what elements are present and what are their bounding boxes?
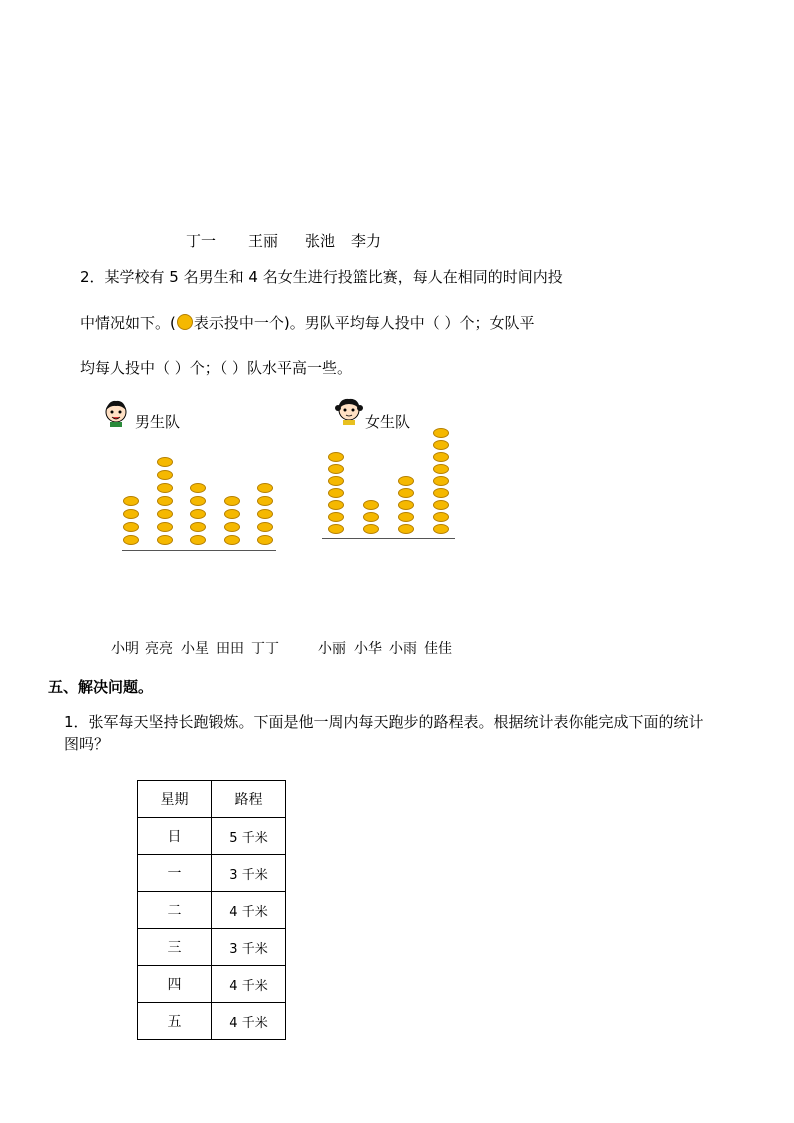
ball-mark — [157, 496, 173, 506]
section-title: 五、解决问题。 — [48, 678, 154, 696]
table-cell-day: 日 — [138, 818, 212, 855]
ball-mark — [257, 535, 273, 545]
ball-mark — [224, 522, 240, 532]
table-row — [138, 892, 286, 929]
ball-mark — [257, 483, 273, 493]
table-cell-day: 四 — [138, 966, 212, 1003]
boy-icon — [101, 398, 131, 428]
ball-mark — [433, 500, 449, 510]
ball-mark — [363, 524, 379, 534]
ball-mark — [363, 512, 379, 522]
table-header-row — [138, 781, 286, 818]
ball-mark — [190, 522, 206, 532]
ball-mark — [433, 524, 449, 534]
ball-mark — [433, 440, 449, 450]
girls-team-label: 女生队 — [365, 413, 411, 431]
ball-mark — [123, 535, 139, 545]
boys-team-label: 男生队 — [135, 413, 181, 431]
ball-mark — [224, 496, 240, 506]
q2-line2 — [80, 313, 534, 333]
table-row — [138, 1003, 286, 1040]
ball-mark — [123, 496, 139, 506]
ball-mark — [328, 500, 344, 510]
boy-name: 小明 — [111, 641, 139, 657]
ball-mark — [328, 488, 344, 498]
ball-mark — [328, 476, 344, 486]
ball-mark — [433, 452, 449, 462]
ball-mark — [224, 509, 240, 519]
ball-mark — [363, 500, 379, 510]
table-cell-distance: 3 千米 — [212, 929, 286, 966]
table-row — [138, 929, 286, 966]
ball-mark — [257, 496, 273, 506]
q1-line1: 1．张军每天坚持长跑锻炼。下面是他一周内每天跑步的路程表。根据统计表你能完成下面的统计 — [64, 713, 704, 731]
girl-name: 小丽 — [318, 641, 346, 657]
table-header: 星期 — [138, 781, 212, 818]
q1-line2: 图吗？ — [64, 735, 110, 753]
ball-mark — [328, 464, 344, 474]
ball-mark — [157, 470, 173, 480]
top-name: 王丽 — [248, 232, 279, 250]
ball-mark — [157, 509, 173, 519]
boy-name: 小星 — [181, 641, 209, 657]
table-cell-day: 二 — [138, 892, 212, 929]
table-cell-distance: 4 千米 — [212, 892, 286, 929]
table-row — [138, 855, 286, 892]
ball-legend-icon — [177, 314, 193, 330]
ball-mark — [123, 522, 139, 532]
ball-mark — [328, 452, 344, 462]
top-name: 张池 — [305, 232, 336, 250]
ball-mark — [257, 509, 273, 519]
ball-mark — [190, 496, 206, 506]
ball-mark — [157, 457, 173, 467]
girls-baseline — [322, 538, 455, 539]
ball-mark — [190, 509, 206, 519]
q2-line2-end: 表示投中一个)。男队平均每人投中（ ）个；女队平 — [193, 314, 535, 332]
table-row — [138, 966, 286, 1003]
boys-baseline — [122, 550, 276, 551]
ball-mark — [190, 483, 206, 493]
ball-mark — [328, 524, 344, 534]
q2-line2-start: 中情况如下。( — [80, 314, 176, 332]
ball-mark — [433, 488, 449, 498]
q2-line1: 2．某学校有 5 名男生和 4 名女生进行投篮比赛，每人在相同的时间内投 — [80, 268, 563, 286]
ball-mark — [398, 488, 414, 498]
table-cell-distance: 5 千米 — [212, 818, 286, 855]
ball-mark — [190, 535, 206, 545]
ball-mark — [157, 483, 173, 493]
table-cell-day: 一 — [138, 855, 212, 892]
table-cell-distance: 4 千米 — [212, 966, 286, 1003]
table-row — [138, 818, 286, 855]
table-header: 路程 — [212, 781, 286, 818]
top-name: 丁一 — [186, 232, 217, 250]
ball-mark — [433, 476, 449, 486]
ball-mark — [123, 509, 139, 519]
ball-mark — [398, 512, 414, 522]
ball-mark — [433, 428, 449, 438]
ball-mark — [224, 535, 240, 545]
ball-mark — [257, 522, 273, 532]
ball-mark — [433, 464, 449, 474]
table-cell-day: 三 — [138, 929, 212, 966]
distance-table — [137, 780, 286, 1040]
ball-mark — [398, 476, 414, 486]
girl-icon — [334, 396, 364, 426]
top-name: 李力 — [351, 232, 382, 250]
girl-name: 佳佳 — [424, 641, 452, 657]
ball-mark — [328, 512, 344, 522]
ball-mark — [433, 512, 449, 522]
girl-name: 小雨 — [389, 641, 417, 657]
boy-name: 田田 — [216, 641, 244, 657]
girl-name: 小华 — [354, 641, 382, 657]
boy-name: 亮亮 — [145, 641, 173, 657]
ball-mark — [157, 522, 173, 532]
ball-mark — [398, 500, 414, 510]
table-cell-day: 五 — [138, 1003, 212, 1040]
table-cell-distance: 4 千米 — [212, 1003, 286, 1040]
table-cell-distance: 3 千米 — [212, 855, 286, 892]
ball-mark — [157, 535, 173, 545]
boy-name: 丁丁 — [251, 641, 279, 657]
ball-mark — [398, 524, 414, 534]
q2-line3: 均每人投中（ ）个；（ ）队水平高一些。 — [80, 359, 353, 377]
